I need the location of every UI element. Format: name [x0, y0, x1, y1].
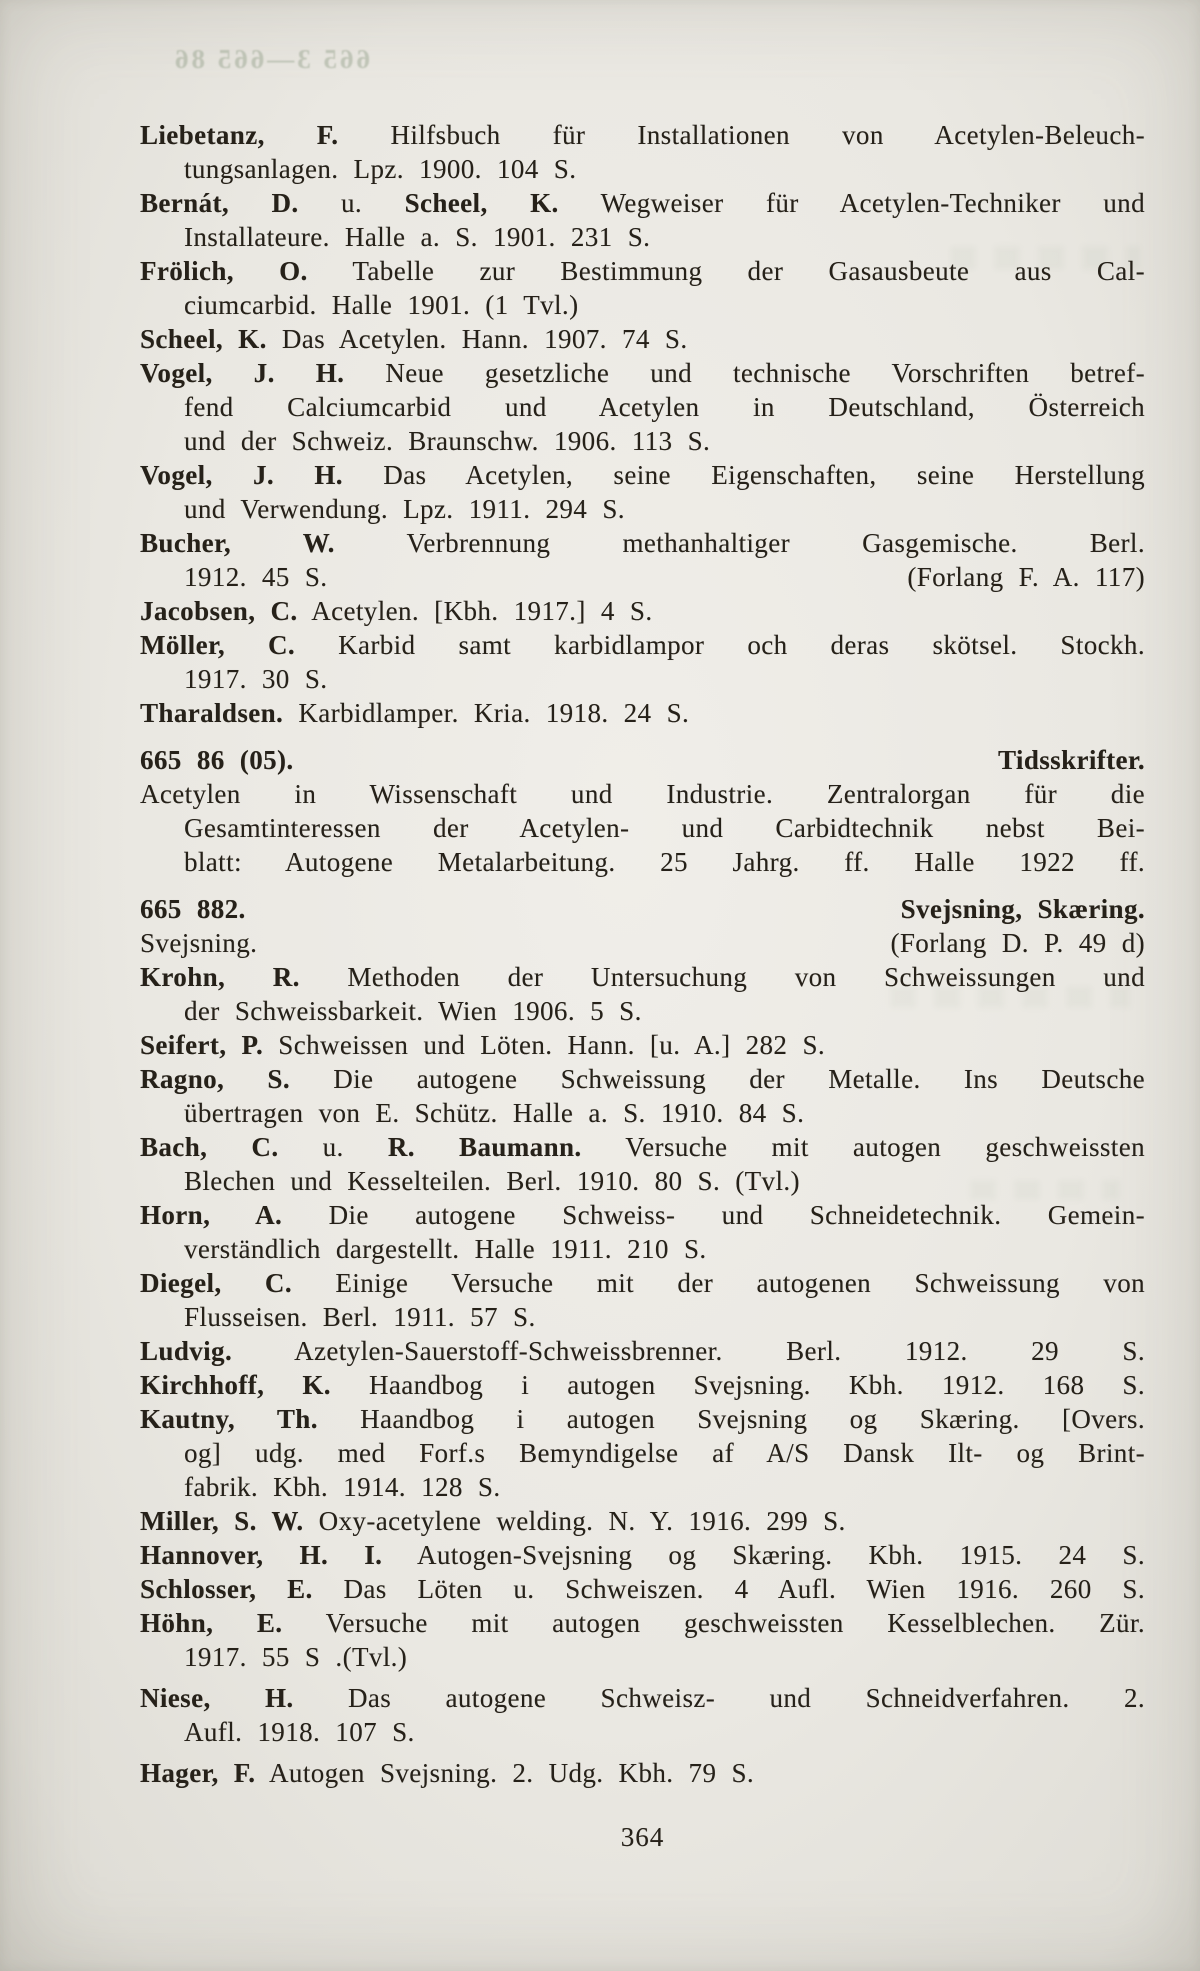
author-name: Seifert, P. [140, 1030, 264, 1060]
entry-text: og] udg. med Forf.s Bemyndigelse af A/S Dansk Ilt- og Brint- [184, 1438, 1145, 1468]
author-name: Bucher, W. [140, 528, 335, 558]
entry-line [140, 254, 1145, 288]
entry-line [140, 994, 1145, 1028]
entry-line [140, 1096, 1145, 1130]
entry-text: fabrik. Kbh. 1914. 128 S. [184, 1472, 501, 1502]
entry-text: Karbidlamper. Kria. 1918. 24 S. [283, 698, 690, 728]
entry-text: Hilfsbuch für Installationen von Acetylen-Beleuch- [338, 120, 1146, 150]
entry-text: Die autogene Schweissung der Metalle. Ins Deutsche [290, 1064, 1145, 1094]
entry-line [140, 152, 1145, 186]
entry-line-text [140, 926, 257, 960]
entry-text: Oxy-acetylene welding. N. Y. 1916. 299 S. [303, 1506, 846, 1536]
author-name: Niese, H. [140, 1683, 294, 1713]
author-name: Ragno, S. [140, 1064, 290, 1094]
entry-line [140, 662, 1145, 696]
author-name: Miller, S. W. [140, 1506, 304, 1536]
entry-text: Die autogene Schweiss- und Schneidetechnik. Gemein- [282, 1200, 1145, 1230]
bibliography-entry [140, 118, 1145, 186]
entry-text: Acetylen in Wissenschaft und Industrie. Zentralorgan für die [140, 779, 1145, 809]
entry-line [140, 628, 1145, 662]
bibliography-entry [140, 1756, 1145, 1790]
section-number: 665 882. [140, 894, 246, 924]
entry-line [140, 1164, 1145, 1198]
entry-line [140, 594, 1145, 628]
author-name: Horn, A. [140, 1200, 283, 1230]
entry-text: tungsanlagen. Lpz. 1900. 104 S. [184, 154, 577, 184]
entry-line [140, 1062, 1145, 1096]
entry-line [140, 322, 1145, 356]
bibliography-entry [140, 1402, 1145, 1504]
author-name: Frölich, O. [140, 256, 308, 286]
bibliography-entry [140, 1266, 1145, 1334]
entry-text: Das Acetylen. Hann. 1907. 74 S. [266, 324, 688, 354]
bibliography-entry [140, 1028, 1145, 1062]
entry-text: Autogen-Svejsning og Skæring. Kbh. 1915. 24 S. [382, 1540, 1145, 1570]
entry-text: Acetylen. [Kbh. 1917.] 4 S. [297, 596, 653, 626]
bibliography-entry [140, 526, 1145, 594]
author-name: Diegel, C. [140, 1268, 292, 1298]
entry-text: blatt: Autogene Metalarbeitung. 25 Jahrg. ff. Halle 1922 ff. [184, 847, 1145, 877]
entry-line [140, 118, 1145, 152]
entry-line [140, 1028, 1145, 1062]
entry-line [140, 1470, 1145, 1504]
bibliography-entry [140, 186, 1145, 254]
bibliography-entry [140, 594, 1145, 628]
ghost-bleed-text: 665 3—665 86 [172, 44, 370, 74]
entry-text: Flusseisen. Berl. 1911. 57 S. [184, 1302, 536, 1332]
bibliography-entry [140, 960, 1145, 1028]
entry-line [140, 1436, 1145, 1470]
entry-line [140, 1266, 1145, 1300]
entry-line [140, 526, 1145, 560]
entry-line [140, 220, 1145, 254]
author-name: Hannover, H. I. [140, 1540, 383, 1570]
entry-text: Svejsning. [140, 928, 258, 958]
entry-text: Schweissen und Löten. Hann. [u. A.] 282 S. [263, 1030, 826, 1060]
entry-line [140, 777, 1145, 811]
entry-line [140, 424, 1145, 458]
author-name: Schlosser, E. [140, 1574, 313, 1604]
entry-line [140, 1334, 1145, 1368]
entry-line [140, 960, 1145, 994]
section-title: Svejsning, Skæring. [900, 894, 1145, 924]
entry-text: Azetylen-Sauerstoff-Schweissbrenner. Berl. 1912. 29 S. [232, 1336, 1145, 1366]
entry-text: Haandbog i autogen Svejsning. Kbh. 1912. 168 S. [330, 1370, 1145, 1400]
page-number: 364 [620, 1822, 665, 1852]
author-name: Ludvig. [140, 1336, 233, 1366]
section-heading [140, 892, 1145, 926]
author-name: Möller, C. [140, 630, 296, 660]
author-name: Jacobsen, C. [140, 596, 298, 626]
entry-text: und der Schweiz. Braunschw. 1906. 113 S. [184, 426, 711, 456]
author-name: Bach, C. [140, 1132, 279, 1162]
author-name: Höhn, E. [140, 1608, 283, 1638]
bibliography-entry [140, 356, 1145, 458]
bibliography-entry [140, 458, 1145, 526]
bibliography-entry [140, 1504, 1145, 1538]
entry-text: Das autogene Schweisz- und Schneidverfahren. 2. [293, 1683, 1145, 1713]
entry-text: Neue gesetzliche und technische Vorschriften betref- [344, 358, 1146, 388]
author-name: Vogel, J. H. [140, 358, 345, 388]
entry-text: Versuche mit autogen geschweissten [581, 1132, 1145, 1162]
entry-text: Aufl. 1918. 107 S. [184, 1717, 415, 1747]
entry-text: Einige Versuche mit der autogenen Schweissung von [292, 1268, 1146, 1298]
entry-line [140, 1198, 1145, 1232]
bibliography-entry [140, 696, 1145, 730]
entry-text: 1917. 30 S. [184, 664, 328, 694]
entry-line [140, 356, 1145, 390]
entry-line [140, 926, 1145, 960]
section-number: 665 86 (05). [140, 745, 294, 775]
bibliography-entry [140, 1572, 1145, 1606]
author-name: Vogel, J. H. [140, 460, 343, 490]
entry-text: Autogen Svejsning. 2. Udg. Kbh. 79 S. [255, 1758, 755, 1788]
author-name: Krohn, R. [140, 962, 300, 992]
entry-text: Gesamtinteressen der Acetylen- und Carbidtechnik nebst Bei- [184, 813, 1145, 843]
bibliography-entry [140, 1062, 1145, 1130]
entry-line [140, 390, 1145, 424]
entry-line [140, 458, 1145, 492]
entry-line [140, 811, 1145, 845]
entry-text: übertragen von E. Schütz. Halle a. S. 1910. 84 S. [184, 1098, 805, 1128]
entry-reference: (Forlang D. P. 49 d) [890, 928, 1145, 958]
entry-text: Installateure. Halle a. S. 1901. 231 S. [184, 222, 651, 252]
entry-text: 1917. 55 S .(Tvl.) [184, 1642, 408, 1672]
entry-text: Das Acetylen, seine Eigenschaften, seine Herstellung [342, 460, 1145, 490]
entry-text: Verbrennung methanhaltiger Gasgemische. Berl. [334, 528, 1145, 558]
entry-text: Methoden der Untersuchung von Schweissungen und [299, 962, 1145, 992]
author-name: Scheel, K. [140, 324, 267, 354]
bibliography-entry [140, 322, 1145, 356]
bibliography-entry [140, 1368, 1145, 1402]
bibliography-entry [140, 1538, 1145, 1572]
entry-line [140, 1504, 1145, 1538]
entry-text: Wegweiser für Acetylen-Techniker und [558, 188, 1145, 218]
section-title: Tidsskrifter. [998, 745, 1145, 775]
bibliography-entry [140, 1334, 1145, 1368]
entry-text: Karbid samt karbidlampor och deras skötsel. Stockh. [295, 630, 1145, 660]
author-name: R. Baumann. [387, 1132, 582, 1162]
entry-text: ciumcarbid. Halle 1901. (1 Tvl.) [184, 290, 579, 320]
bibliography-entry [140, 1606, 1145, 1674]
author-name: Tharaldsen. [140, 698, 284, 728]
entry-line [140, 560, 1145, 594]
bibliography-entry [140, 926, 1145, 960]
entry-text: verständlich dargestellt. Halle 1911. 210 S. [184, 1234, 707, 1264]
entry-line [140, 1681, 1145, 1715]
bibliography-entry [140, 777, 1145, 879]
author-name: Kirchhoff, K. [140, 1370, 331, 1400]
entry-text: Tabelle zur Bestimmung der Gasausbeute aus Cal- [307, 256, 1145, 286]
entry-text: Blechen und Kesselteilen. Berl. 1910. 80 S. (Tvl.) [184, 1166, 800, 1196]
entry-text: der Schweissbarkeit. Wien 1906. 5 S. [184, 996, 642, 1026]
entry-text: Das Löten u. Schweiszen. 4 Aufl. Wien 1916. 260 S. [312, 1574, 1145, 1604]
author-name: Kautny, Th. [140, 1404, 318, 1434]
entry-text: Versuche mit autogen geschweissten Kesselblechen. Zür. [282, 1608, 1145, 1638]
author-name: Liebetanz, F. [140, 120, 339, 150]
entry-line [140, 1606, 1145, 1640]
section-heading [140, 743, 1145, 777]
entry-reference: (Forlang F. A. 117) [907, 562, 1145, 592]
entry-text: Haandbog i autogen Svejsning og Skæring. [Overs. [317, 1404, 1145, 1434]
entry-line [140, 186, 1145, 220]
entry-line [140, 1402, 1145, 1436]
author-name: Scheel, K. [404, 188, 559, 218]
entry-line [140, 1538, 1145, 1572]
entry-line [140, 1572, 1145, 1606]
entry-text: u. [278, 1132, 388, 1162]
bibliography-entry [140, 1198, 1145, 1266]
entry-line [140, 1232, 1145, 1266]
author-name: Bernát, D. [140, 188, 299, 218]
entry-line [140, 845, 1145, 879]
author-name: Hager, F. [140, 1758, 256, 1788]
entry-line [140, 288, 1145, 322]
entry-text: fend Calciumcarbid und Acetylen in Deutschland, Österreich [184, 392, 1145, 422]
bibliography-entry [140, 1130, 1145, 1198]
entry-text: und Verwendung. Lpz. 1911. 294 S. [184, 494, 625, 524]
bibliography [140, 118, 1145, 1854]
entry-line [140, 1640, 1145, 1674]
entry-line [140, 492, 1145, 526]
entry-text: 1912. 45 S. [184, 562, 328, 592]
entry-line [140, 696, 1145, 730]
entry-text: u. [298, 188, 405, 218]
bibliography-entry [140, 254, 1145, 322]
entry-line [140, 1368, 1145, 1402]
entry-line-text [184, 560, 327, 594]
bibliography-entry [140, 1681, 1145, 1749]
entry-line [140, 1756, 1145, 1790]
bibliography-entry [140, 628, 1145, 696]
entry-line [140, 1715, 1145, 1749]
entry-line [140, 1130, 1145, 1164]
entry-line [140, 1300, 1145, 1334]
